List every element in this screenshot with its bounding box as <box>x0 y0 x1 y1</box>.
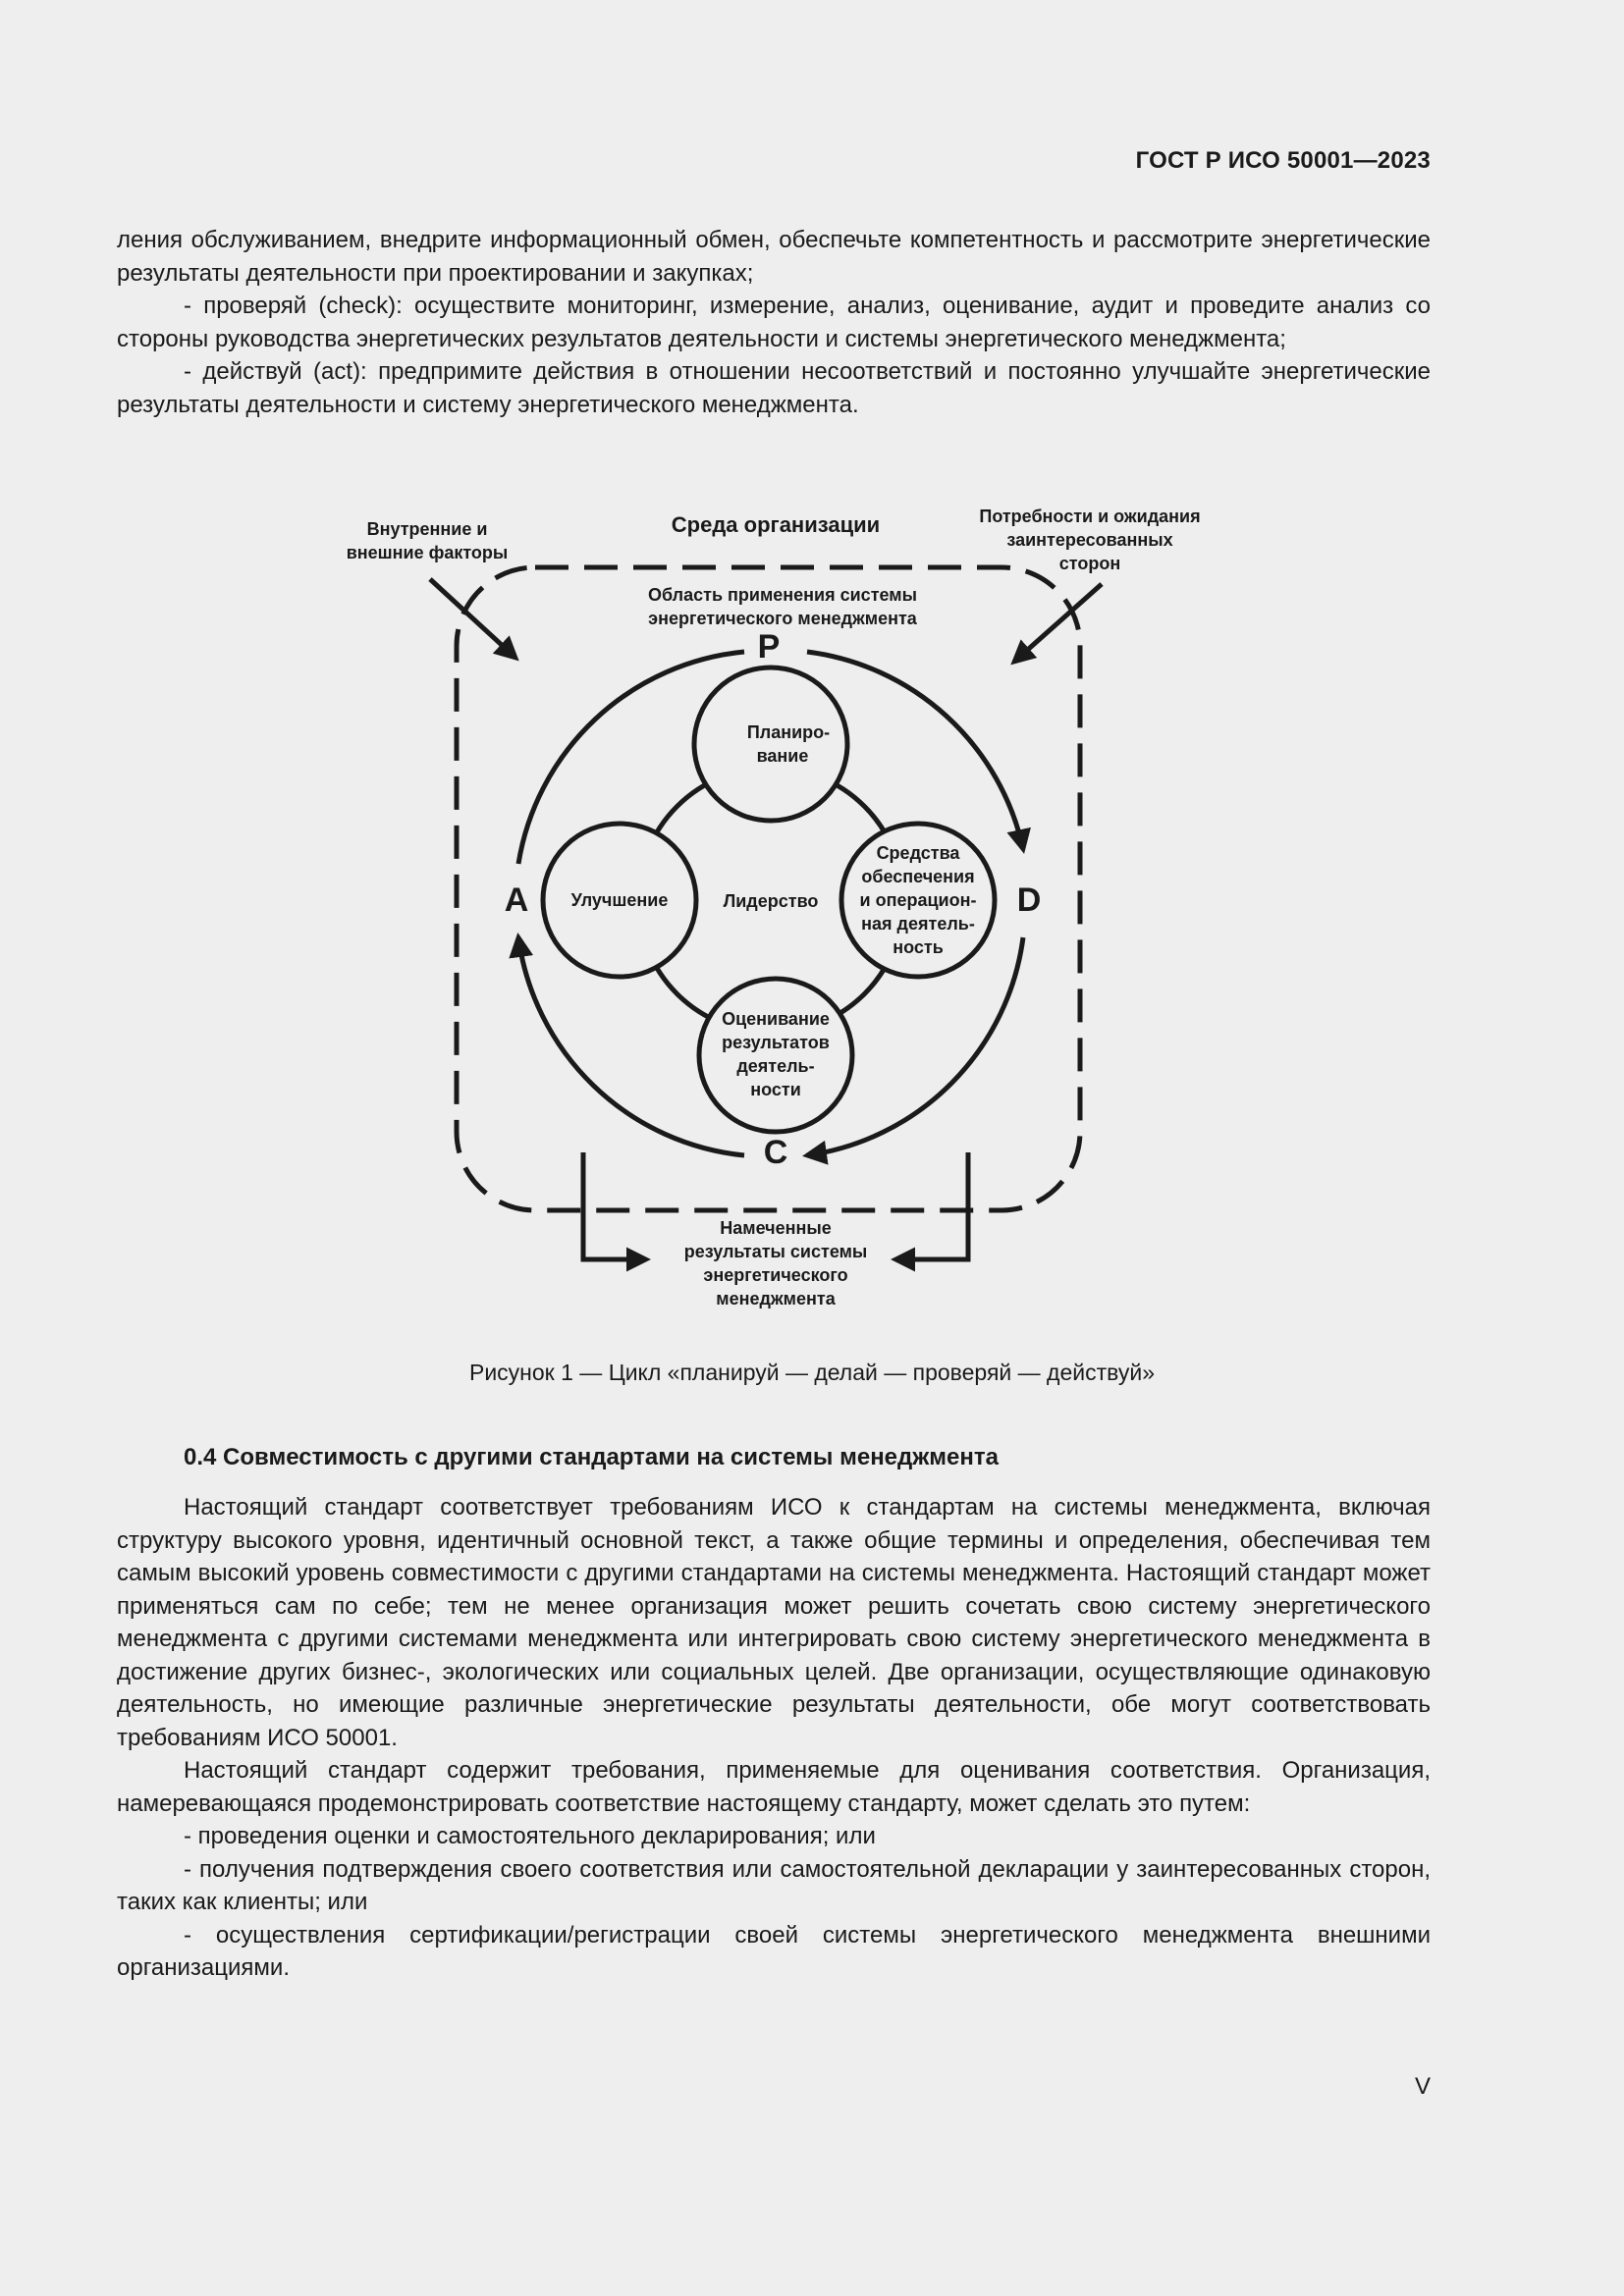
intro-paragraph: ления обслуживанием, внедрите информационный обмен, обеспечьте компетентность и рассмотрите энергетические результаты деятельности при проектировании и закупках; <box>117 227 1431 287</box>
planning-label-2: вание <box>756 746 809 766</box>
figure-caption: Рисунок 1 — Цикл «планируй — делай — проверяй — действуй» <box>468 1360 1155 1385</box>
section-bullet: - осуществления сертификации/регистрации своей системы энергетического менеджмента внешними организациями. <box>117 1921 1431 1981</box>
stakeholders-arrow <box>1014 584 1102 662</box>
scope-label-1: Область применения системы <box>648 585 917 605</box>
stakeholders-label-2: заинтересованных <box>1006 530 1173 550</box>
support-label-4: ная деятель- <box>861 914 975 934</box>
stakeholders-label-3: сторон <box>1058 554 1121 573</box>
section-body <box>117 1491 1431 1985</box>
section-paragraph: Настоящий стандарт соответствует требованиям ИСО к стандартам на системы менеджмента, включая структуру высокого уровня, идентичный основной текст, а также общие термины и определения, обеспечивая тем самым высокий уровень совместимости с другими стандартами на системы менеджмента. Настоящий стандарт может применяться сам по себе; тем не менее организация может решить сочетать свою систему энергетического менеджмента с другими системами менеджмента или интегрировать свою систему энергетического менеджмента в достижение других бизнес-, экологических или социальных целей. Две организации, осуществляющие одинаковую деятельность, но имеющие различные энергетические результаты деятельности, обе могут соответствовать требованиям ИСО 50001. <box>117 1494 1431 1751</box>
act-bullet: - действуй (act): предпримите действия в отношении несоответствий и постоянно улучшайте энергетические результаты деятельности и систему энергетического менеджмента. <box>117 358 1431 418</box>
page-number: V <box>1414 2073 1431 2100</box>
evaluation-label-1: Оценивание <box>722 1009 830 1029</box>
support-label-3: и операцион- <box>859 890 977 910</box>
external-factors-arrow <box>430 579 515 658</box>
outcomes-label-1: Намеченные <box>720 1218 832 1238</box>
document-code: ГОСТ Р ИСО 50001—2023 <box>1135 147 1431 174</box>
evaluation-label-3: деятель- <box>736 1056 815 1076</box>
evaluation-label-2: результатов <box>722 1033 830 1052</box>
external-factors-label-2: внешние факторы <box>346 543 509 562</box>
letter-p: P <box>757 628 781 666</box>
outcomes-arrow-right <box>895 1152 968 1259</box>
outcomes-label-3: энергетического <box>703 1265 848 1285</box>
section-bullet: - проведения оценки и самостоятельного декларирования; или <box>184 1823 876 1849</box>
leadership-label: Лидерство <box>723 891 819 911</box>
scope-label-2: энергетического менеджмента <box>648 609 917 628</box>
outcomes-label-2: результаты системы <box>683 1242 868 1261</box>
external-factors-label-1: Внутренние и <box>366 519 488 539</box>
outcomes-arrow-left <box>583 1152 646 1259</box>
outcomes-label-4: менеджмента <box>716 1289 836 1308</box>
environment-title: Среда организации <box>671 512 881 537</box>
evaluation-circle <box>699 979 852 1132</box>
letter-d: D <box>1016 881 1042 919</box>
stakeholders-label-1: Потребности и ожидания <box>979 507 1201 526</box>
letter-c: C <box>763 1134 788 1171</box>
section-bullet: - получения подтверждения своего соответствия или самостоятельной декларации у заинтересованных сторон, таких как клиенты; или <box>117 1855 1431 1915</box>
pdca-diagram <box>0 471 1624 1345</box>
intro-text <box>117 224 1431 421</box>
check-bullet: - проверяй (check): осуществите мониторинг, измерение, анализ, оценивание, аудит и проведите анализ со стороны руководства энергетических результатов деятельности и системы энергетического менеджмента; <box>117 293 1431 352</box>
planning-label-1: Планиро- <box>746 722 831 742</box>
section-paragraph: Настоящий стандарт содержит требования, применяемые для оценивания соответствия. Организация, намеревающаяся продемонстрировать соответствие настоящему стандарту, может сделать это путем: <box>117 1757 1431 1817</box>
support-label-2: обеспечения <box>861 867 975 886</box>
improvement-label: Улучшение <box>570 890 669 910</box>
evaluation-label-4: ности <box>750 1080 801 1099</box>
support-label-1: Средства <box>876 843 960 863</box>
support-label-5: ность <box>893 937 944 957</box>
section-heading: 0.4 Совместимость с другими стандартами на системы менеджмента <box>184 1444 999 1470</box>
planning-circle <box>694 667 847 821</box>
letter-a: A <box>504 881 529 919</box>
